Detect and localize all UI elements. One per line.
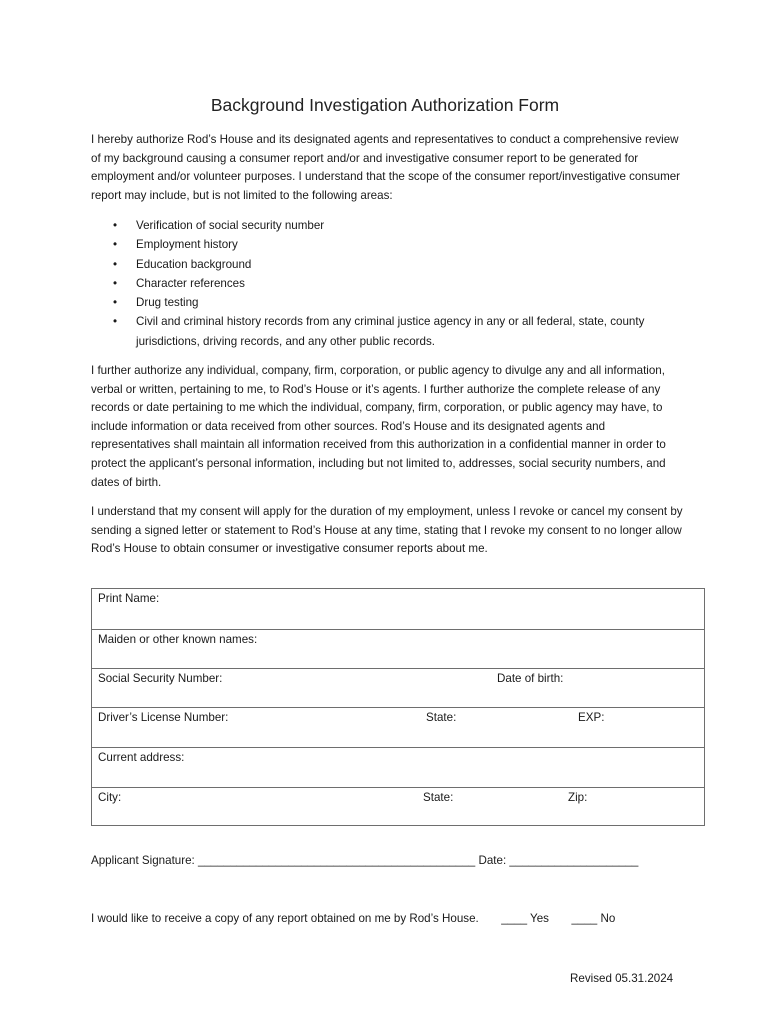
- dob-label: Date of birth:: [497, 672, 564, 685]
- license-row[interactable]: [92, 707, 704, 747]
- city-state-label: State:: [423, 791, 454, 804]
- list-item: • Education background: [91, 255, 681, 274]
- bullet-icon: •: [113, 238, 118, 252]
- exp-label: EXP:: [578, 711, 605, 724]
- print-name-label: Print Name:: [98, 592, 160, 605]
- license-label: Driver’s License Number:: [98, 711, 229, 724]
- city-row[interactable]: [92, 787, 704, 825]
- page-title: Background Investigation Authorization Form: [210, 95, 560, 115]
- date-label: Date:: [475, 854, 510, 867]
- ssn-label: Social Security Number:: [98, 672, 223, 685]
- copy-request-line: [91, 912, 615, 925]
- areas-list: [91, 216, 681, 351]
- yes-blank[interactable]: ____: [501, 912, 528, 925]
- no-blank[interactable]: ____: [571, 912, 598, 925]
- maiden-names-row[interactable]: [92, 629, 704, 668]
- ssn-row[interactable]: [92, 668, 704, 707]
- no-label: No: [600, 912, 616, 925]
- consent-paragraph: I understand that my consent will apply for the duration of my employment, unless I revoke or cancel my consent by sending a signed letter or statement to Rod’s House at any time, stating that I revoke my consent to no longer allow Rod’s House to obtain consumer or investigative consumer reports about me.: [91, 505, 683, 556]
- list-item: • Verification of social security number: [91, 216, 681, 235]
- address-row[interactable]: [92, 747, 704, 787]
- license-state-label: State:: [426, 711, 457, 724]
- copy-request-text: I would like to receive a copy of any report obtained on me by Rod’s House.: [91, 912, 479, 925]
- list-item: • Drug testing: [91, 293, 681, 312]
- bullet-icon: •: [113, 296, 118, 310]
- intro-paragraph: I hereby authorize Rod’s House and its designated agents and representatives to conduct a comprehensive review of my background causing a consumer report and/or and investigative consumer report to be generated for employment and/or volunteer purposes. I understand that the scope of the consumer report/investigative consumer report may include, but is not limited to the following areas:: [91, 133, 681, 202]
- city-label: City:: [98, 791, 122, 804]
- list-item: • Character references: [91, 274, 681, 293]
- print-name-row[interactable]: [92, 589, 704, 629]
- release-paragraph: I further authorize any individual, company, firm, corporation, or public agency to divulge any and all information, verbal or written, pertaining to me, to Rod’s House or it’s agents. I further authorize the complete release of any records or date pertaining to me which the individual, company, firm, corporation, or public agency may have, to include information or data received from other sources. Rod’s House and its designated agents and representatives shall maintain all information received from this authorization in a confidential manner in order to protect the applicant’s personal information, including but not limited to, addresses, social security numbers, and dates of birth.: [91, 364, 666, 489]
- list-item: • Employment history: [91, 235, 681, 254]
- bullet-icon: •: [113, 315, 118, 329]
- applicant-info-table: [91, 588, 705, 826]
- address-label: Current address:: [98, 751, 185, 764]
- signature-label: Applicant Signature:: [91, 854, 198, 867]
- revision-date: Revised 05.31.2024: [570, 972, 674, 985]
- signature-line: [91, 854, 638, 867]
- yes-label: Yes: [530, 912, 549, 925]
- bullet-icon: •: [113, 257, 118, 271]
- zip-label: Zip:: [568, 791, 588, 804]
- bullet-icon: •: [113, 219, 118, 232]
- maiden-names-label: Maiden or other known names:: [98, 633, 258, 646]
- signature-field[interactable]: ___________________________________________: [198, 854, 476, 867]
- date-field[interactable]: ____________________: [509, 854, 639, 867]
- list-item: • Civil and criminal history records from any criminal justice agency in any or all federal, state, county jurisdictions, driving records, and any other public records.: [91, 312, 681, 351]
- bullet-icon: •: [113, 276, 118, 290]
